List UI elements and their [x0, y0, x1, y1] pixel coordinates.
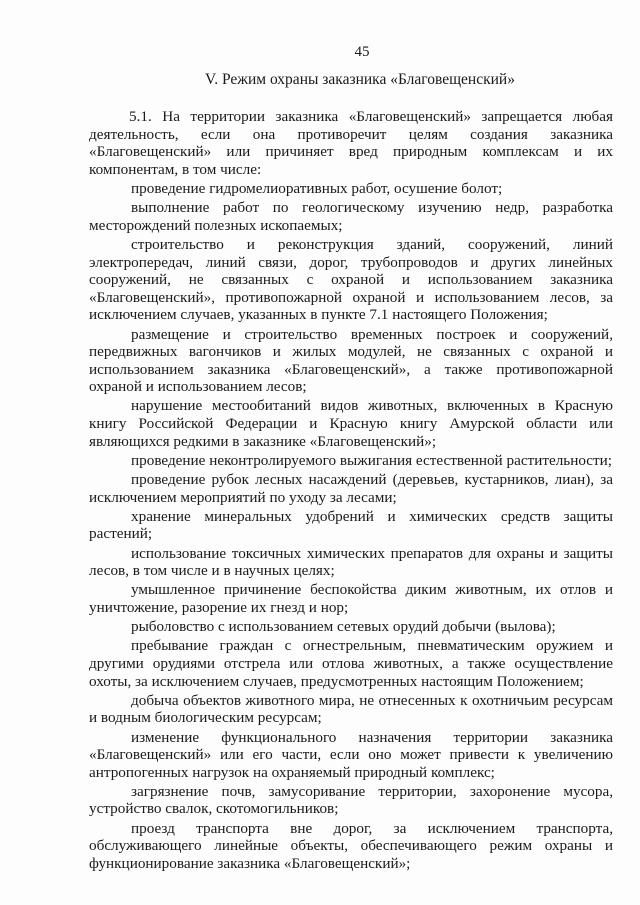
list-item: изменение функционального назначения территории заказника «Благовещенский» или его части, если оно может привести к увеличению антропогенных нагрузок на охраняемый природный комплекс;	[89, 728, 613, 781]
list-item: рыболовство с использованием сетевых орудий добычи (вылова);	[131, 618, 556, 636]
list-item: выполнение работ по геологическому изучению недр, разработка месторождений полезных ископаемых;	[89, 199, 613, 234]
list-item: загрязнение почв, замусоривание территории, захоронение мусора, устройство свалок, скотомогильников;	[89, 782, 613, 818]
list-item: хранение минеральных удобрений и химических средств защиты растений;	[89, 507, 613, 543]
section-heading: V. Режим охраны заказника «Благовещенский»	[205, 71, 515, 88]
list-item: умышленное причинение беспокойства диким животным, их отлов и уничтожение, разорение их гнезд и нор;	[89, 581, 613, 616]
list-item: пребывание граждан с огнестрельным, пневматическим оружием и другими орудиями отстрела или отлова животных, а также осуществление охоты, за исключением случаев, предусмотренных настоящим Положением;	[89, 637, 613, 690]
list-item: проведение рубок лесных насаждений (деревьев, кустарников, лиан), за исключением мероприятий по уходу за лесами;	[89, 471, 613, 506]
paragraph-5-1: 5.1. На территории заказника «Благовещенский» запрещается любая деятельность, если она противоречит целям создания заказника «Благовещенский» или причиняет вред природным комплексам и их компонентам, в том числе:	[89, 108, 613, 178]
list-item: нарушение местообитаний видов животных, включенных в Красную книгу Российской Федерации и Красную книгу Амурской области или являющихся редкими в заказнике «Благовещенский»;	[89, 397, 613, 450]
section-body	[89, 108, 613, 874]
list-item: добыча объектов животного мира, не отнесенных к охотничьим ресурсам и водным биологическим ресурсам;	[89, 691, 613, 727]
list-item: строительство и реконструкция зданий, сооружений, линий электропередач, линий связи, дорог, трубопроводов и других линейных сооружений, не связанных с охраной и использованием заказника «Благовещенский», противопожарной охраной и использованием лесов, за исключением случаев, указанных в пункте 7.1 настоящего Положения;	[89, 235, 613, 324]
page-number: 45	[354, 44, 370, 60]
list-item: проведение неконтролируемого выжигания естественной растительности;	[131, 451, 613, 469]
list-item: проезд транспорта вне дорог, за исключением транспорта, обслуживающего линейные объекты, обеспечивающего режим охраны и функционирование заказника «Благовещенский»;	[89, 819, 613, 872]
list-item: проведение гидромелиоративных работ, осушение болот;	[131, 179, 503, 197]
list-item: использование токсичных химических препаратов для охраны и защиты лесов, в том числе и в научных целях;	[89, 544, 613, 580]
list-item: размещение и строительство временных построек и сооружений, передвижных вагончиков и жилых модулей, не связанных с охраной и использованием заказника «Благовещенский», а также противопожарной охраной и использованием лесов;	[89, 325, 613, 396]
